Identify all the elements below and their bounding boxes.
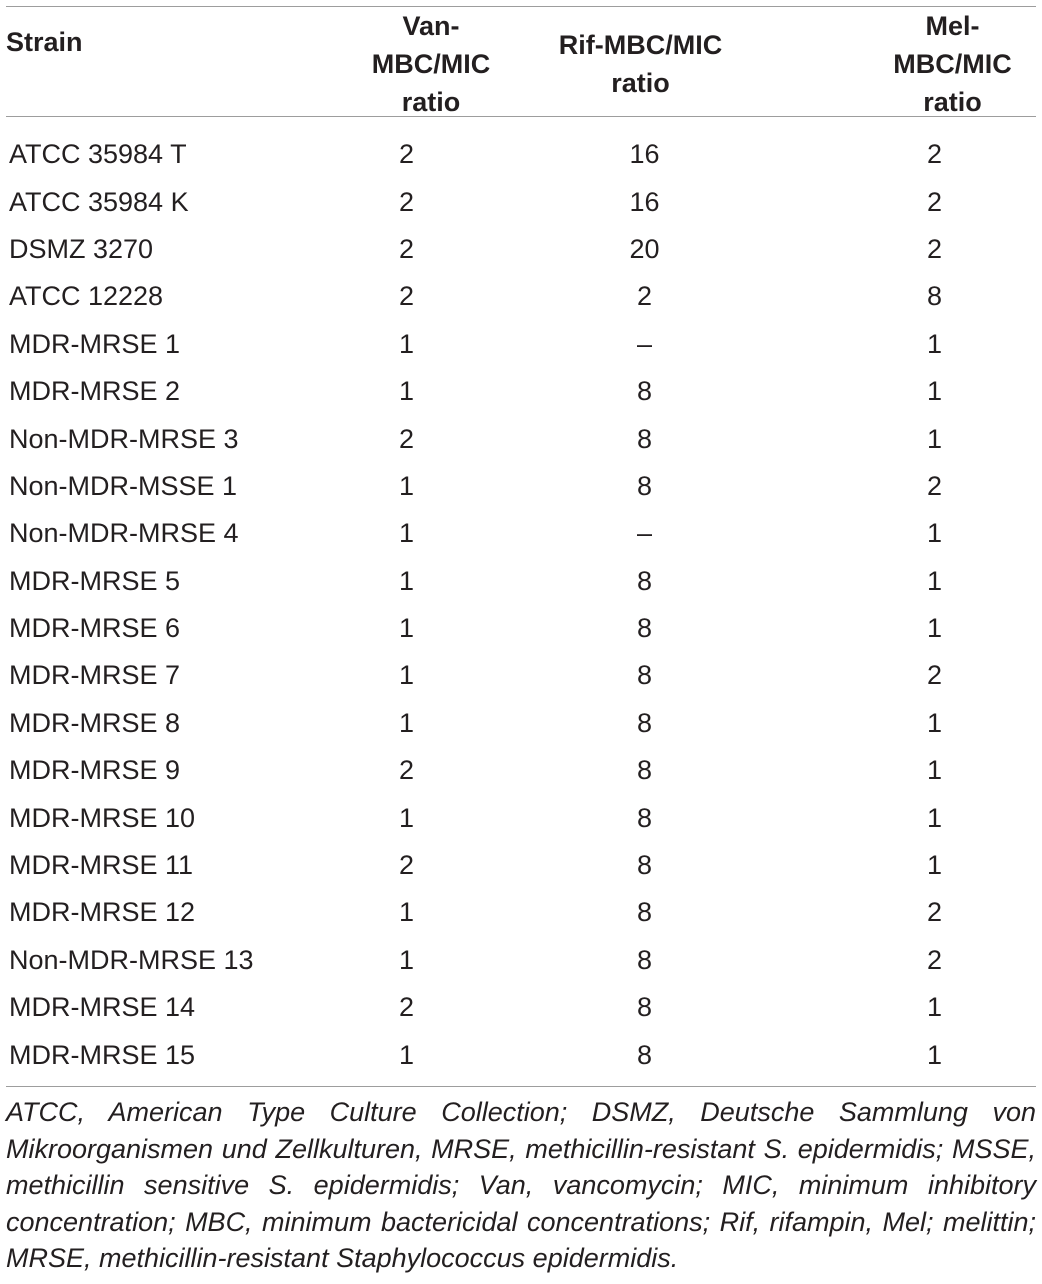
cell-mel-ratio: 1 — [926, 328, 942, 359]
cell-rif-ratio: 8 — [636, 376, 653, 407]
mbc-mic-ratio-table — [6, 7, 1036, 1079]
cell-van-ratio: 1 — [399, 518, 415, 549]
cell-van-ratio: 2 — [399, 139, 415, 170]
cell-van-ratio: 1 — [399, 802, 415, 833]
cell-strain: Non-MDR-MRSE 3 — [9, 423, 239, 454]
cell-strain: MDR-MRSE 1 — [9, 328, 181, 359]
cell-rif-ratio: 2 — [636, 281, 653, 312]
cell-strain: MDR-MRSE 5 — [9, 565, 181, 596]
cell-van-ratio: 2 — [399, 850, 415, 881]
header-rif-ratio — [506, 7, 839, 121]
table-row — [6, 463, 1036, 510]
table-row — [6, 700, 1036, 747]
cell-mel-ratio: 1 — [926, 423, 942, 454]
header-mel-line2: ratio — [923, 87, 982, 117]
header-mel-line1: Mel-MBC/MIC — [893, 11, 1012, 79]
header-rif-line1: Rif-MBC/MIC — [558, 30, 723, 60]
cell-van-ratio: 1 — [399, 944, 415, 975]
cell-strain: MDR-MRSE 12 — [9, 897, 196, 928]
cell-mel-ratio: 2 — [926, 944, 942, 975]
table-row — [6, 889, 1036, 936]
table-row — [6, 937, 1036, 984]
cell-van-ratio: 2 — [399, 423, 415, 454]
cell-strain: ATCC 35984 T — [9, 139, 187, 170]
table-row — [6, 747, 1036, 794]
table-row — [6, 1031, 1036, 1078]
cell-strain: MDR-MRSE 2 — [9, 376, 181, 407]
table-row — [6, 121, 1036, 178]
cell-van-ratio: 2 — [399, 281, 415, 312]
header-van-ratio — [306, 7, 506, 121]
cell-mel-ratio: 1 — [926, 755, 942, 786]
cell-rif-ratio: 8 — [636, 470, 653, 501]
cell-mel-ratio: 1 — [926, 707, 942, 738]
cell-rif-ratio: – — [636, 518, 653, 549]
cell-mel-ratio: 2 — [926, 897, 942, 928]
cell-strain: MDR-MRSE 11 — [9, 850, 194, 881]
cell-mel-ratio: 1 — [926, 376, 942, 407]
cell-rif-ratio: 8 — [636, 992, 653, 1023]
cell-rif-ratio: 8 — [636, 802, 653, 833]
cell-van-ratio: 1 — [399, 376, 415, 407]
cell-van-ratio: 1 — [399, 470, 415, 501]
cell-rif-ratio: 8 — [636, 944, 653, 975]
cell-strain: MDR-MRSE 8 — [9, 707, 181, 738]
cell-van-ratio: 1 — [399, 897, 415, 928]
header-van-line2: ratio — [401, 87, 461, 117]
cell-mel-ratio: 2 — [926, 186, 942, 217]
table-row — [6, 605, 1036, 652]
cell-mel-ratio: 1 — [926, 613, 942, 644]
table-row — [6, 368, 1036, 415]
table-row — [6, 178, 1036, 225]
cell-van-ratio: 2 — [399, 992, 415, 1023]
cell-van-ratio: 2 — [399, 755, 415, 786]
table-footnote: ATCC, American Type Culture Collection; DSMZ, Deutsche Sammlung von Mikroorganismen und Zellkulturen, MRSE, methicillin-resistant S. epidermidis; MSSE, methicillin sensitive S. epidermidis; Van, vancomycin; MIC, minimum inhibitory concentration; MBC, minimum bactericidal concentrations; Rif, rifampin, Mel; melittin; MRSE, methicillin-resistant Staphylococcus epidermidis. — [6, 1097, 1036, 1273]
table-row — [6, 558, 1036, 605]
table-header — [6, 7, 1036, 121]
cell-strain: MDR-MRSE 10 — [9, 802, 196, 833]
cell-rif-ratio: 8 — [636, 613, 653, 644]
header-rif-line2: ratio — [611, 68, 670, 98]
table-row — [6, 842, 1036, 889]
cell-rif-ratio: 16 — [629, 139, 660, 170]
cell-rif-ratio: 8 — [636, 660, 653, 691]
cell-van-ratio: 1 — [399, 1039, 415, 1070]
cell-van-ratio: 1 — [399, 328, 415, 359]
table-row — [6, 273, 1036, 320]
cell-van-ratio: 2 — [399, 186, 415, 217]
table-row — [6, 652, 1036, 699]
cell-mel-ratio: 1 — [926, 992, 942, 1023]
cell-strain: MDR-MRSE 15 — [9, 1039, 196, 1070]
cell-strain: MDR-MRSE 9 — [9, 755, 181, 786]
cell-van-ratio: 1 — [399, 565, 415, 596]
table-row — [6, 794, 1036, 841]
cell-strain: MDR-MRSE 6 — [9, 613, 181, 644]
cell-van-ratio: 1 — [399, 613, 415, 644]
cell-strain: Non-MDR-MRSE 13 — [9, 944, 254, 975]
cell-strain: MDR-MRSE 7 — [9, 660, 181, 691]
header-mel-ratio — [839, 7, 1036, 121]
cell-rif-ratio: 16 — [629, 186, 660, 217]
header-strain-label: Strain — [6, 27, 83, 57]
cell-rif-ratio: 20 — [629, 233, 660, 264]
cell-mel-ratio: 2 — [926, 660, 942, 691]
cell-rif-ratio: 8 — [636, 755, 653, 786]
header-strain — [6, 7, 306, 121]
table-bottom-rule — [6, 1086, 1036, 1087]
cell-strain: MDR-MRSE 14 — [9, 992, 196, 1023]
cell-van-ratio: 1 — [399, 707, 415, 738]
cell-rif-ratio: 8 — [636, 850, 653, 881]
table-row — [6, 984, 1036, 1031]
cell-rif-ratio: 8 — [636, 565, 653, 596]
table-row — [6, 510, 1036, 557]
header-van-line1: Van-MBC/MIC — [371, 11, 491, 79]
cell-strain: ATCC 12228 — [9, 281, 164, 312]
cell-strain: Non-MDR-MRSE 4 — [9, 518, 239, 549]
cell-van-ratio: 1 — [399, 660, 415, 691]
cell-van-ratio: 2 — [399, 233, 415, 264]
table-row — [6, 321, 1036, 368]
cell-mel-ratio: 1 — [926, 802, 942, 833]
table-row — [6, 226, 1036, 273]
cell-mel-ratio: 1 — [926, 518, 942, 549]
cell-mel-ratio: 8 — [926, 281, 942, 312]
cell-mel-ratio: 1 — [926, 850, 942, 881]
table-row — [6, 415, 1036, 462]
cell-rif-ratio: – — [636, 328, 653, 359]
cell-strain: Non-MDR-MSSE 1 — [9, 470, 238, 501]
cell-mel-ratio: 2 — [926, 139, 942, 170]
cell-mel-ratio: 1 — [926, 565, 942, 596]
cell-mel-ratio: 2 — [926, 470, 942, 501]
cell-rif-ratio: 8 — [636, 707, 653, 738]
cell-strain: DSMZ 3270 — [9, 233, 154, 264]
cell-mel-ratio: 2 — [926, 233, 942, 264]
cell-rif-ratio: 8 — [636, 423, 653, 454]
cell-rif-ratio: 8 — [636, 1039, 653, 1070]
table-body — [6, 121, 1036, 1079]
cell-strain: ATCC 35984 K — [9, 186, 189, 217]
cell-mel-ratio: 1 — [926, 1039, 942, 1070]
header-row — [6, 7, 1036, 121]
cell-rif-ratio: 8 — [636, 897, 653, 928]
